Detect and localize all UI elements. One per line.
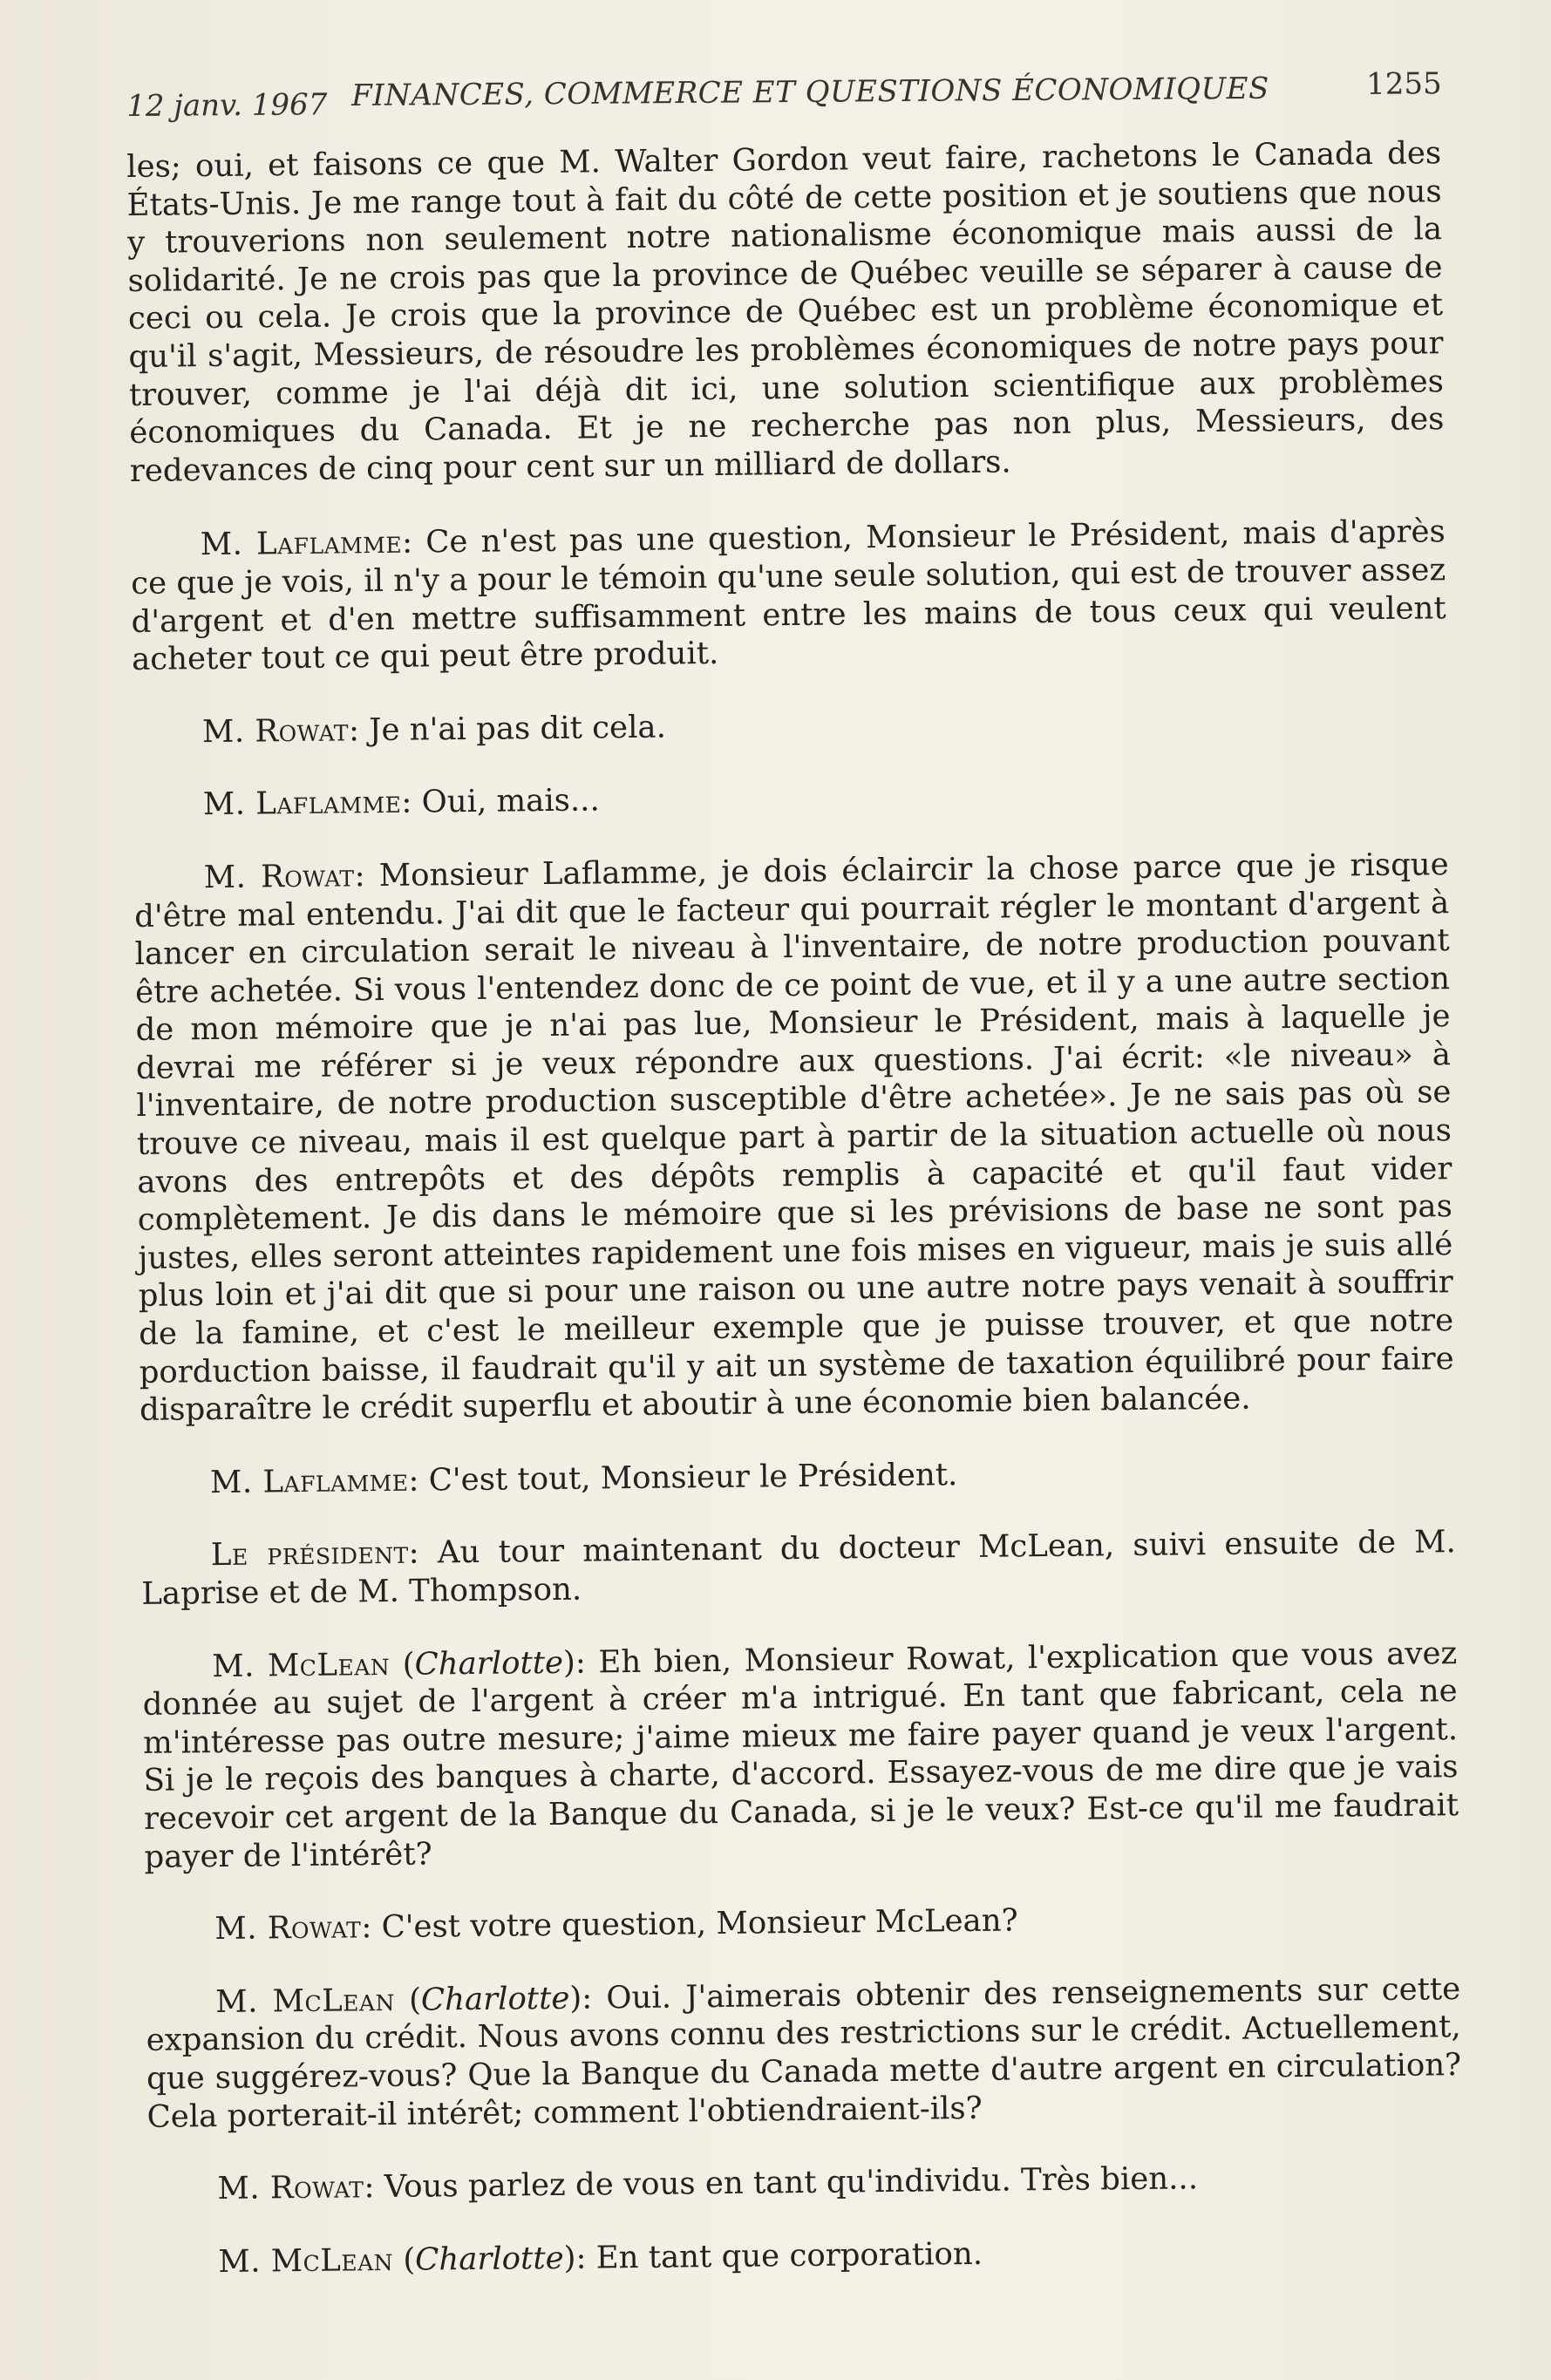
paragraph-laflamme-2 <box>133 772 1448 824</box>
paragraph-text: Au tour maintenant du docteur McLean, suivi ensuite de M. Laprise et de M. Thompson. <box>141 1524 1457 1612</box>
paragraph-laflamme-3 <box>140 1451 1455 1502</box>
paragraph-text: Oui, mais... <box>412 782 600 820</box>
paragraph-laflamme-1 <box>131 513 1447 679</box>
header-date: 12 janv. 1967 <box>126 87 328 124</box>
paragraph-rowat-4 <box>147 2157 1462 2208</box>
speaker-riding: Charlotte <box>414 1644 564 1683</box>
paragraph-president <box>141 1524 1457 1614</box>
paragraph-text: Ce n'est pas une question, Monsieur le Président, mais d'après ce que je vois, il n'y a pour le témoin qu'une seule solution, qui est de trouver assez d'argent et d'en mettre suffisamment entre les mains de tous ceux qui veulent acheter tout ce qui peut être produit. <box>131 513 1446 678</box>
speaker-colon: : <box>354 858 365 894</box>
paragraph-text: En tant que corporation. <box>586 2235 983 2276</box>
speaker-colon: : <box>408 1462 419 1499</box>
paragraph-text: les; oui, et faisons ce que M. Walter Gordon veut faire, rachetons le Canada des États-Unis. Je me range tout à fait du côté de cette position et je soutiens que nous y trouverions non seulement notre nationalisme économique mais aussi de la solidarité. Je ne crois pas que la province de Québec veuille se séparer à cause de ceci ou cela. Je crois que la province de Québec est un problème économique et qu'il s'agit, Messieurs, de résoudre les problèmes économiques de notre pays pour trouver, comme je l'ai déjà dit ici, une solution scientifique aux problèmes économiques du Canada. Et je ne recherche pas non plus, Messieurs, des redevances de cinq pour cent sur un milliard de dollars. <box>126 135 1445 489</box>
speaker-colon: : <box>401 784 412 821</box>
paragraph-rowat-2 <box>134 846 1455 1430</box>
paragraph-text: Monsieur Laflamme, je dois éclaircir la chose parce que je risque d'être mal entendu. J'ai dit que le facteur qui pourrait régler le montant d'argent à lancer en circulation serait le niveau à l'inventaire, de notre production pouvant être achetée. Si vous l'entendez donc de ce point de vue, et il y a une autre section de mon mémoire que je n'ai pas lue, Monsieur le Président, mais à laquelle je devrai me référer si je veux répondre aux questions. J'ai écrit: «le niveau» à l'inventaire, de notre production susceptible d'être achetée». Je ne sais pas où se trouve ce niveau, mais il est quelque part à partir de la situation actuelle où nous avons des entrepôts et des dépôts remplis à capacité et qu'il faut vider complètement. Je dis dans le mémoire que si les prévisions de base ne sont pas justes, elles seront atteintes rapidement une fois mises en vigueur, mais je suis allé plus loin et j'ai dit que si pour une raison ou une autre notre pays venait à souffrir de la famine, et c'est le meilleur exemple que je puisse trouver, et que notre porduction baisse, il faudrait qu'il y ait un système de taxation équilibré pour faire disparaître le crédit superflu et aboutir à une économie bien balancée. <box>134 847 1454 1429</box>
paragraph-mclean-2: M. McLean (Charlotte): Oui. J'aimerais obtenir des renseignements sur cette expansion du crédit. Nous avons connu des restrictions sur le crédit. Actuellement, que suggérez-vous? Que la Banque du Canada mette d'autre argent en circulation? Cela porterait-il intérêt; comment l'obtiendraient-ils? <box>146 1970 1462 2135</box>
speaker-colon: ): <box>569 1980 593 2016</box>
speaker-name: M. Rowat <box>214 1909 362 1948</box>
paragraph-rowat-1 <box>133 700 1447 751</box>
paragraph-rowat-3 <box>145 1897 1459 1948</box>
paragraph-text: Vous parlez de vous en tant qu'individu. Très bien... <box>374 2160 1199 2206</box>
speaker-colon: ): <box>563 2240 587 2276</box>
speaker-colon: : <box>361 1909 372 1946</box>
paragraph-continuation <box>126 134 1445 490</box>
speaker-riding: Charlotte <box>420 1980 570 2018</box>
speaker-colon: : <box>364 2169 375 2206</box>
speaker-colon: : <box>401 524 413 561</box>
paragraph-mclean-3: M. McLean (Charlotte): En tant que corporation. <box>218 2235 983 2280</box>
speaker-name: M. Laflamme <box>200 525 403 563</box>
paragraph-text: Je n'ai pas dit cela. <box>358 709 667 748</box>
speaker-riding: Charlotte <box>414 2240 564 2278</box>
paragraph-text: C'est votre question, Monsieur McLean? <box>371 1902 1018 1946</box>
speaker-colon: : <box>408 1534 419 1572</box>
speaker-name: M. McLean <box>218 2241 394 2280</box>
page-number: 1255 <box>1365 66 1442 102</box>
paragraph-text: Eh bien, Monsieur Rowat, l'explication que vous avez donnée au sujet de l'argent à créer m'a intrigué. En tant que fabricant, cela ne m'intéresse pas outre mesure; j'aime mieux me faire payer quand je veux l'argent. Si je le reçois des banques à charte, d'accord. Essayez-vous de me dire que je vais recevoir cet argent de la Banque du Canada, si je le veux? Est-ce qu'il me faudrait payer de l'intérêt? <box>142 1635 1459 1875</box>
speaker-name: M. Laflamme <box>209 1462 409 1500</box>
speaker-name: Le président <box>210 1535 409 1574</box>
speaker-name: M. McLean <box>215 1982 396 2020</box>
speaker-colon: ): <box>562 1644 587 1681</box>
speaker-name: M. McLean <box>212 1646 391 1684</box>
paragraph-text: C'est tout, Monsieur le Président. <box>418 1456 958 1499</box>
speaker-name: M. Rowat <box>203 858 355 896</box>
speaker-name: M. Rowat <box>201 712 350 750</box>
transcript-body <box>126 134 1464 2316</box>
paragraph-mclean-1: M. McLean (Charlotte): Eh bien, Monsieur Rowat, l'explication que vous avez donnée au sujet de l'argent à créer m'a intrigué. En tant que fabricant, cela ne m'intéresse pas outre mesure; j'aime mieux me faire payer quand je veux l'argent. Si je le reçois des banques à charte, d'accord. Essayez-vous de me dire que je vais recevoir cet argent de la Banque du Canada, si je le veux? Est-ce qu'il me faudrait payer de l'intérêt? <box>142 1635 1459 1875</box>
header-title: FINANCES, COMMERCE ET QUESTIONS ÉCONOMIQUES <box>351 71 1269 113</box>
page-header <box>126 66 1442 129</box>
speaker-name: M. Rowat <box>217 2169 364 2207</box>
speaker-colon: : <box>348 711 360 749</box>
paragraph-text: Oui. J'aimerais obtenir des renseignements sur cette expansion du crédit. Nous avons connu des restrictions sur le crédit. Actuellement, que suggérez-vous? Que la Banque du Canada mette d'autre argent en circulation? Cela porterait-il intérêt; comment l'obtiendraient-ils? <box>146 1970 1462 2135</box>
speaker-name: M. Laflamme <box>202 785 402 823</box>
